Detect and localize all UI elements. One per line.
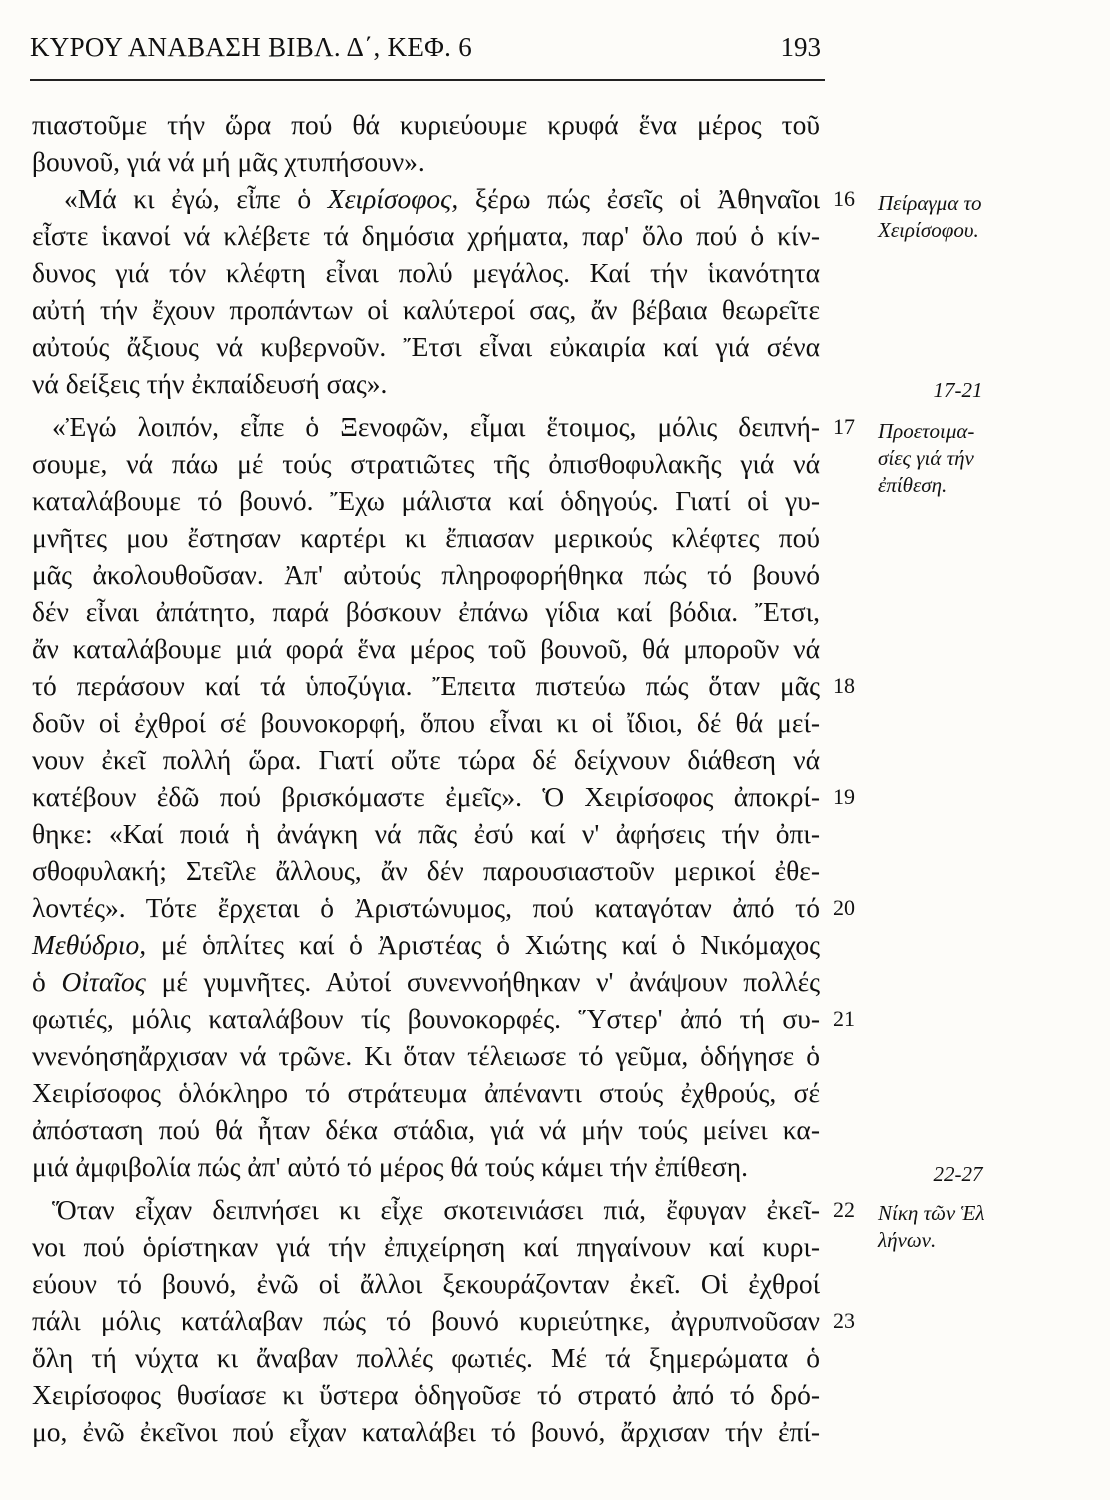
verse-number: 17	[833, 414, 855, 439]
text-line: τό περάσουν καί τά ὑποζύγια. Ἔπειτα πιστεύω πώς ὅταν μᾶς	[32, 670, 820, 701]
text-line: βουνοῦ, γιά νά μή μᾶς χτυπήσουν».	[32, 146, 425, 177]
margin-note-range: 17-21	[933, 378, 983, 402]
text-line: καταλάβουμε τό βουνό. Ἔχω μάλιστα καί ὁδηγούς. Γιατί οἱ γυ-	[32, 485, 820, 516]
verse-number: 21	[833, 1006, 855, 1031]
text-line: σθοφυλακή; Στεῖλε ἄλλους, ἄν δέν παρουσιαστοῦν μερικοί ἐθε-	[32, 855, 820, 886]
text-line: δέν εἶναι ἀπάτητο, παρά βόσκουν ἐπάνω γίδια καί βόδια. Ἔτσι,	[32, 596, 820, 627]
text-line: εύουν τό βουνό, ἐνῶ οἱ ἄλλοι ξεκουράζονταν ἐκεῖ. Οἱ ἐχθροί	[32, 1268, 820, 1299]
page-number: 193	[780, 32, 821, 62]
text-line: θηκε: «Καί ποιά ἡ ἀνάγκη νά πᾶς ἐσύ καί ν' ἀφήσεις τήν ὀπι-	[32, 818, 820, 849]
text-line: πάλι μόλις κατάλαβαν πώς τό βουνό κυριεύτηκε, ἀγρυπνοῦσαν	[32, 1305, 820, 1336]
verse-number: 18	[833, 673, 855, 698]
verse-number: 16	[833, 186, 855, 211]
text-line: δοῦν οἱ ἐχθροί σέ βουνοκορφή, ὅπου εἶναι κι οἱ ἴδιοι, δέ θά μεί-	[32, 707, 820, 738]
text-line: Χειρίσοφος ὁλόκληρο τό στράτευμα ἀπέναντι στούς ἐχθρούς, σέ	[32, 1077, 820, 1108]
text-line: εἶστε ἱκανοί νά κλέβετε τά δημόσια χρήματα, παρ' ὅλο πού ὁ κίν-	[32, 220, 820, 251]
text-line: νά δείξεις τήν ἐκπαίδευσή σας».	[32, 368, 388, 399]
text-line: μᾶς ἀκολουθοῦσαν. Ἀπ' αὐτούς πληροφορήθηκα πώς τό βουνό	[32, 559, 820, 590]
text-line: αὐτή τήν ἔχουν προπάντων οἱ καλύτεροί σας, ἄν βέβαια θεωρεῖτε	[32, 294, 820, 325]
header-rule	[30, 79, 825, 81]
running-header	[30, 32, 825, 82]
text-line: ὅλη τή νύχτα κι ἄναβαν πολλές φωτιές. Μέ τά ξημερώματα ὁ	[32, 1342, 820, 1373]
text-line: «Ἐγώ λοιπόν, εἶπε ὁ Ξενοφῶν, εἶμαι ἕτοιμος, μόλις δειπνή-	[52, 411, 820, 442]
margin-note-line: ἐπίθεση.	[878, 473, 948, 497]
margin-note-line: λήνων.	[878, 1228, 937, 1252]
text-line: ἄν καταλάβουμε μιά φορά ἕνα μέρος τοῦ βουνοῦ, θά μποροῦν νά	[32, 633, 820, 664]
margin-note-line: Χειρίσοφου.	[878, 218, 979, 242]
text-line: φωτιές, μόλις καταλάβουν τίς βουνοκορφές. Ὕστερ' ἀπό τή συ-	[32, 1003, 820, 1034]
text-line: νουν ἐκεῖ πολλή ὥρα. Γιατί οὔτε τώρα δέ δείχνουν διάθεση νά	[32, 744, 820, 775]
text-line: σουμε, νά πάω μέ τούς στρατιῶτες τῆς ὀπισθοφυλακῆς γιά νά	[32, 448, 820, 479]
text-line: μνῆτες μου ἔστησαν καρτέρι κι ἔπιασαν μερικούς κλέφτες πού	[32, 522, 820, 553]
text-line: ννενόησηἄρχισαν νά τρῶνε. Κι ὅταν τέλειωσε τό γεῦμα, ὁδήγησε ὁ	[32, 1040, 820, 1071]
text-line: ἀπόσταση πού θά ἦταν δέκα στάδια, γιά νά μήν τούς μείνει κα-	[32, 1114, 820, 1145]
margin-note-line: σίες γιά τήν	[878, 446, 974, 470]
text-line: πιαστοῦμε τήν ὥρα πού θά κυριεύουμε κρυφά ἕνα μέρος τοῦ	[32, 109, 820, 140]
text-line: Ὅταν εἶχαν δειπνήσει κι εἶχε σκοτεινιάσει πιά, ἔφυγαν ἐκεῖ-	[52, 1194, 820, 1225]
text-line: ὁ Οἰταῖος μέ γυμνῆτες. Αὐτοί συνεννοήθηκαν ν' ἀνάψουν πολλές	[32, 966, 821, 997]
text-line: λοντές». Τότε ἔρχεται ὁ Ἀριστώνυμος, πού καταγόταν ἀπό τό	[32, 892, 820, 923]
text-line: δυνος γιά τόν κλέφτη εἶναι πολύ μεγάλος. Καί τήν ἱκανότητα	[32, 257, 820, 288]
margin-note-line: Νίκη τῶν Ἑλ	[878, 1201, 985, 1225]
margin-note-line: Πείραγμα το	[878, 191, 982, 215]
text-line: Μεθύδριο, μέ ὁπλίτες καί ὁ Ἀριστέας ὁ Χιώτης καί ὁ Νικόμαχος	[32, 929, 820, 960]
margin-note	[878, 418, 1058, 499]
text-line: μιά ἀμφιβολία πώς ἀπ' αὐτό τό μέρος θά τούς κάμει τήν ἐπίθεση.	[32, 1151, 748, 1182]
verse-number: 22	[833, 1197, 855, 1222]
text-line: μο, ἐνῶ ἐκεῖνοι πού εἶχαν καταλάβει τό βουνό, ἄρχισαν τήν ἐπί-	[32, 1416, 820, 1447]
text-line: αὐτούς ἄξιους νά κυβερνοῦν. Ἔτσι εἶναι εὐκαιρία καί γιά σένα	[32, 331, 820, 362]
margin-note-range: 22-27	[933, 1162, 983, 1186]
margin-note	[878, 190, 1058, 244]
running-title: ΚΥΡΟΥ ΑΝΑΒΑΣΗ ΒΙΒΛ. Δ΄, ΚΕΦ. 6	[30, 32, 473, 62]
text-line: νοι πού ὁρίστηκαν γιά τήν ἐπιχείρηση καί πηγαίνουν καί κυρι-	[32, 1231, 820, 1262]
text-line: «Μά κι ἐγώ, εἶπε ὁ Χειρίσοφος, ξέρω πώς ἐσεῖς οἱ Ἀθηναῖοι	[64, 183, 821, 214]
verse-number: 20	[833, 895, 855, 920]
verse-number: 19	[833, 784, 855, 809]
verse-number: 23	[833, 1308, 855, 1333]
margin-note-line: Προετοιμα-	[878, 419, 975, 443]
text-line: κατέβουν ἐδῶ πού βρισκόμαστε ἐμεῖς». Ὁ Χειρίσοφος ἀποκρί-	[32, 781, 820, 812]
text-line: Χειρίσοφος θυσίασε κι ὕστερα ὁδηγοῦσε τό στρατό ἀπό τό δρό-	[32, 1379, 820, 1410]
margin-note	[878, 1200, 1058, 1254]
